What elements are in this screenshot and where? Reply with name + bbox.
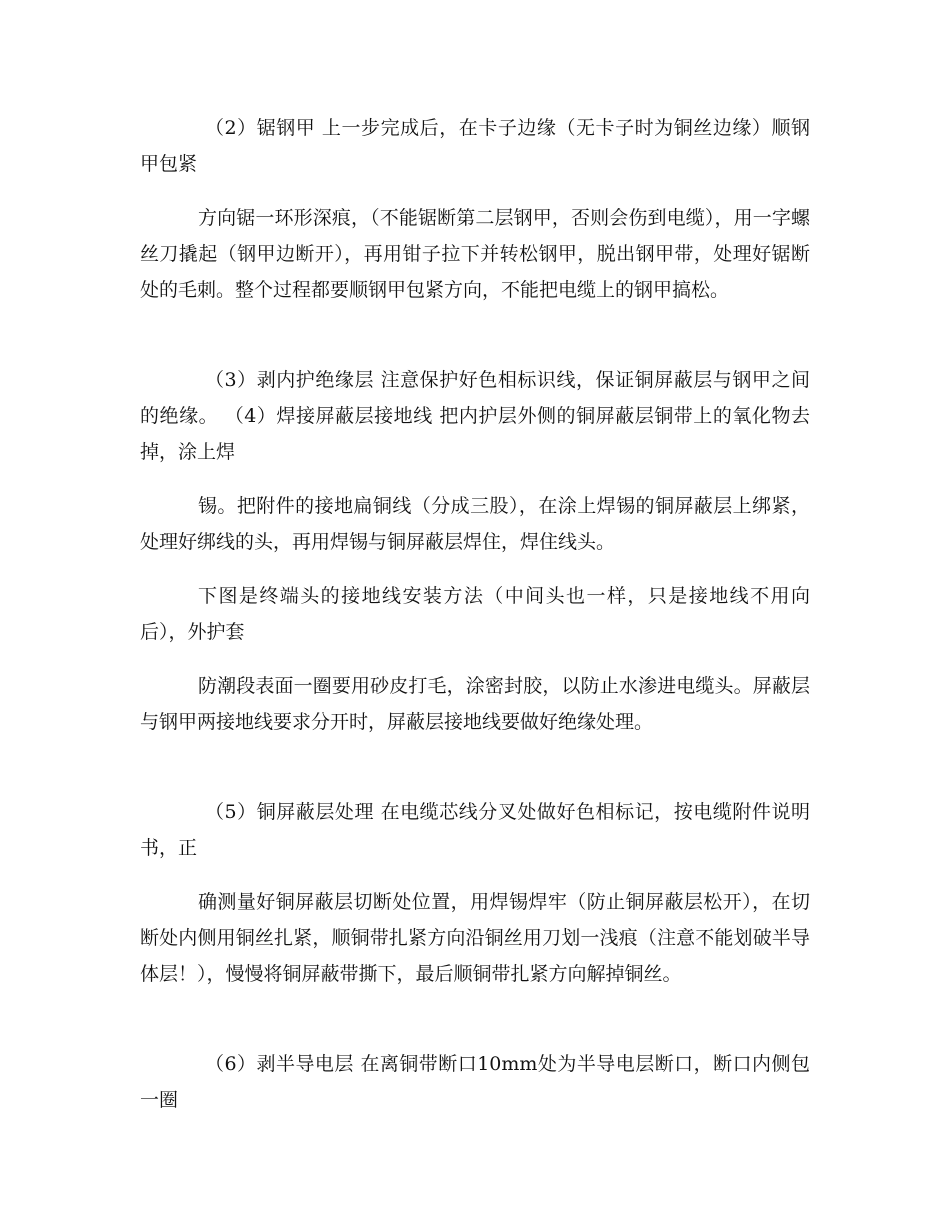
paragraph-saw-ring-groove: 方向锯一环形深痕，（不能锯断第二层钢甲，否则会伤到电缆），用一字螺丝刀撬起（钢甲边断开），再用钳子拉下并转松钢甲，脱出钢甲带，处理好锯断处的毛刺。整个过程都要顺钢甲包紧方向，不能把电缆上的钢甲搞松。	[140, 207, 810, 301]
paragraph-strip-inner-sheath: （3）剥内护绝缘层 注意保护好色相标识线，保证铜屏蔽层与钢甲之间的绝缘。 （4）焊接屏蔽层接地线 把内护层外侧的铜屏蔽层铜带上的氧化物去掉，涂上焊	[140, 369, 810, 463]
paragraph-measure-cut-position: 确测量好铜屏蔽层切断处位置，用焊锡焊牢（防止铜屏蔽层松开），在切断处内侧用铜丝扎紧，顺铜带扎紧方向沿铜丝用刀划一浅痕（注意不能划破半导体层！），慢慢将铜屏蔽带撕下，最后顺铜带扎紧方向解掉铜丝。	[140, 891, 810, 985]
paragraph-moisture-section: 防潮段表面一圈要用砂皮打毛，涂密封胶，以防止水渗进电缆头。屏蔽层与钢甲两接地线要求分开时，屏蔽层接地线要做好绝缘处理。	[140, 675, 810, 733]
paragraph-tin-solder: 锡。把附件的接地扁铜线（分成三股），在涂上焊锡的铜屏蔽层上绑紧，处理好绑线的头，再用焊锡与铜屏蔽层焊住，焊住线头。	[140, 495, 810, 553]
paragraph-ground-wire-method: 下图是终端头的接地线安装方法（中间头也一样，只是接地线不用向后），外护套	[140, 585, 810, 643]
paragraph-copper-shield-treatment: （5）铜屏蔽层处理 在电缆芯线分叉处做好色相标记，按电缆附件说明书，正	[140, 801, 810, 859]
paragraph-saw-steel-armor: （2）锯钢甲 上一步完成后，在卡子边缘（无卡子时为铜丝边缘）顺钢甲包紧	[140, 117, 810, 175]
paragraph-strip-semiconductive: （6）剥半导电层 在离铜带断口10mm处为半导电层断口，断口内侧包一圈	[140, 1053, 810, 1111]
